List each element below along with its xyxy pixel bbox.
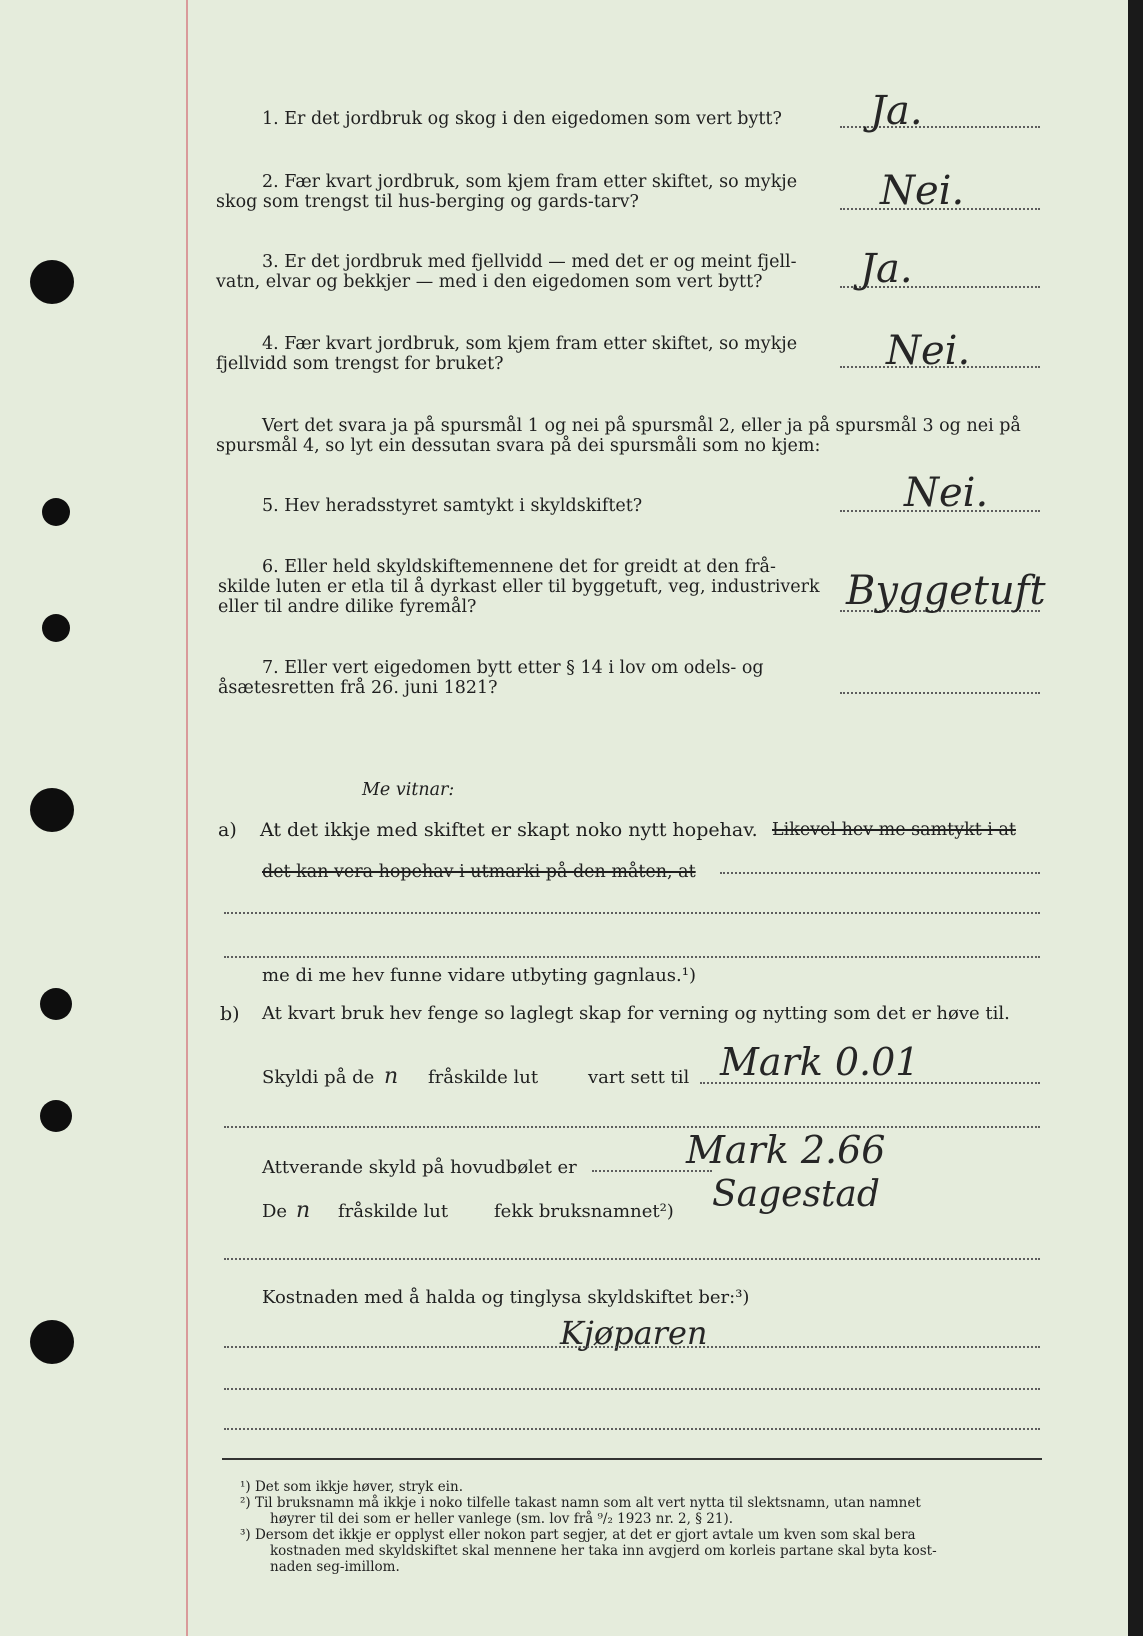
answer-4: Nei.: [886, 328, 971, 374]
answer-3: Ja.: [860, 246, 913, 292]
blank-line: [224, 956, 1040, 958]
kostnad-value: Kjøparen: [560, 1314, 708, 1352]
question-7-line-1: 7. Eller vert eigedomen bytt etter § 14 i lov om odels- og: [262, 658, 764, 678]
witness-a-struck-2: det kan vera hopehav i utmarki på den måten, at: [262, 862, 696, 882]
witness-b-text: At kvart bruk hev fenge so laglegt skap for verning og nytting som det er høve til.: [262, 1003, 1010, 1024]
attverande-label: Attverande skyld på hovudbølet er: [262, 1157, 577, 1178]
punch-hole: [42, 498, 70, 526]
witness-a-label: a): [218, 819, 237, 841]
skyldi-label: Skyldi på de: [262, 1067, 375, 1088]
intro-line-1: Vert det svara ja på spursmål 1 og nei på spursmål 2, eller ja på spursmål 3 og nei på: [262, 416, 1021, 436]
question-2-line-2: skog som trengst til hus-berging og gards-tarv?: [216, 192, 639, 212]
footnote-3c: naden seg-imillom.: [270, 1559, 400, 1575]
blank-line: [224, 1258, 1040, 1260]
answer-line-7: [840, 692, 1040, 694]
question-6-line-1: 6. Eller held skyldskiftemennene det for greidt at den frå-: [262, 557, 776, 577]
blank-line: [224, 1388, 1040, 1390]
blank-line: [224, 912, 1040, 914]
footnote-2b: høyrer til dei som er heller vanlege (sm. lov frå ⁹/₂ 1923 nr. 2, § 21).: [270, 1511, 734, 1527]
footnote-1: ¹) Det som ikkje høver, stryk ein.: [240, 1479, 463, 1495]
question-6-line-3: eller til andre dilike fyremål?: [218, 597, 477, 617]
punch-hole: [30, 788, 74, 832]
attverande-value: Mark 2.66: [686, 1128, 886, 1172]
punch-hole: [40, 988, 72, 1020]
witness-heading: Me vitnar:: [362, 780, 455, 800]
question-3-line-1: 3. Er det jordbruk med fjellvidd — med det er og meint fjell-: [262, 252, 797, 272]
footnote-3a: ³) Dersom det ikkje er opplyst eller nokon part segjer, at det er gjort avtale um kven som skal bera: [240, 1527, 916, 1543]
answer-6: Byggetuft: [846, 568, 1046, 614]
witness-a-text: At det ikkje med skiftet er skapt noko nytt hopehav.: [260, 819, 758, 841]
de-mid: fråskilde lut: [338, 1201, 449, 1222]
footnote-3b: kostnaden med skyldskiftet skal mennene her taka inn avgjerd om korleis partane skal byta kost-: [270, 1543, 937, 1559]
de-label: De: [262, 1201, 288, 1222]
blank-line: [224, 1346, 1040, 1348]
blank-line: [224, 1126, 1040, 1128]
skyldi-hand: n: [384, 1064, 399, 1089]
witness-b-label: b): [220, 1003, 240, 1025]
question-4-line-1: 4. Fær kvart jordbruk, som kjem fram etter skiftet, so mykje: [262, 334, 798, 354]
de-hand: n: [296, 1198, 311, 1223]
skyldi-end: vart sett til: [588, 1067, 690, 1088]
answer-1: Ja.: [870, 88, 923, 134]
question-5: 5. Hev heradsstyret samtykt i skyldskiftet?: [262, 496, 643, 516]
punch-hole: [30, 1320, 74, 1364]
question-3-line-2: vatn, elvar og bekkjer — med i den eigedomen som vert bytt?: [216, 272, 763, 292]
punch-hole: [30, 260, 74, 304]
question-1: 1. Er det jordbruk og skog i den eigedomen som vert bytt?: [262, 109, 782, 129]
question-6-line-2: skilde luten er etla til å dyrkast eller til byggetuft, veg, industriverk: [218, 577, 820, 597]
punch-hole: [42, 614, 70, 642]
bruksnamn-value: Sagestad: [712, 1174, 880, 1215]
skyldi-mid: fråskilde lut: [428, 1067, 539, 1088]
de-end: fekk bruksnamnet²): [494, 1201, 674, 1222]
witness-a-end: me di me hev funne vidare utbyting gagnlaus.¹): [262, 965, 696, 986]
question-7-line-2: åsætesretten frå 26. juni 1821?: [218, 678, 498, 698]
punch-hole: [40, 1100, 72, 1132]
answer-2: Nei.: [880, 168, 965, 214]
footnote-rule: [222, 1458, 1042, 1460]
kostnad-label: Kostnaden med å halda og tinglysa skyldskiftet ber:³): [262, 1287, 750, 1308]
question-4-line-2: fjellvidd som trengst for bruket?: [216, 354, 504, 374]
margin-line: [186, 0, 188, 1636]
witness-a-struck-1: Likevel hev me samtykt i at: [772, 820, 1016, 840]
footnote-2a: ²) Til bruksnamn må ikkje i noko tilfelle takast namn som alt vert nytta til slektsnamn, utan namnet: [240, 1495, 921, 1511]
answer-5: Nei.: [904, 470, 989, 516]
blank-line: [720, 872, 1040, 874]
skyldi-value: Mark 0.01: [720, 1040, 920, 1084]
intro-line-2: spursmål 4, so lyt ein dessutan svara på dei spursmåli som no kjem:: [216, 436, 821, 456]
blank-line: [224, 1428, 1040, 1430]
question-2-line-1: 2. Fær kvart jordbruk, som kjem fram etter skiftet, so mykje: [262, 172, 798, 192]
